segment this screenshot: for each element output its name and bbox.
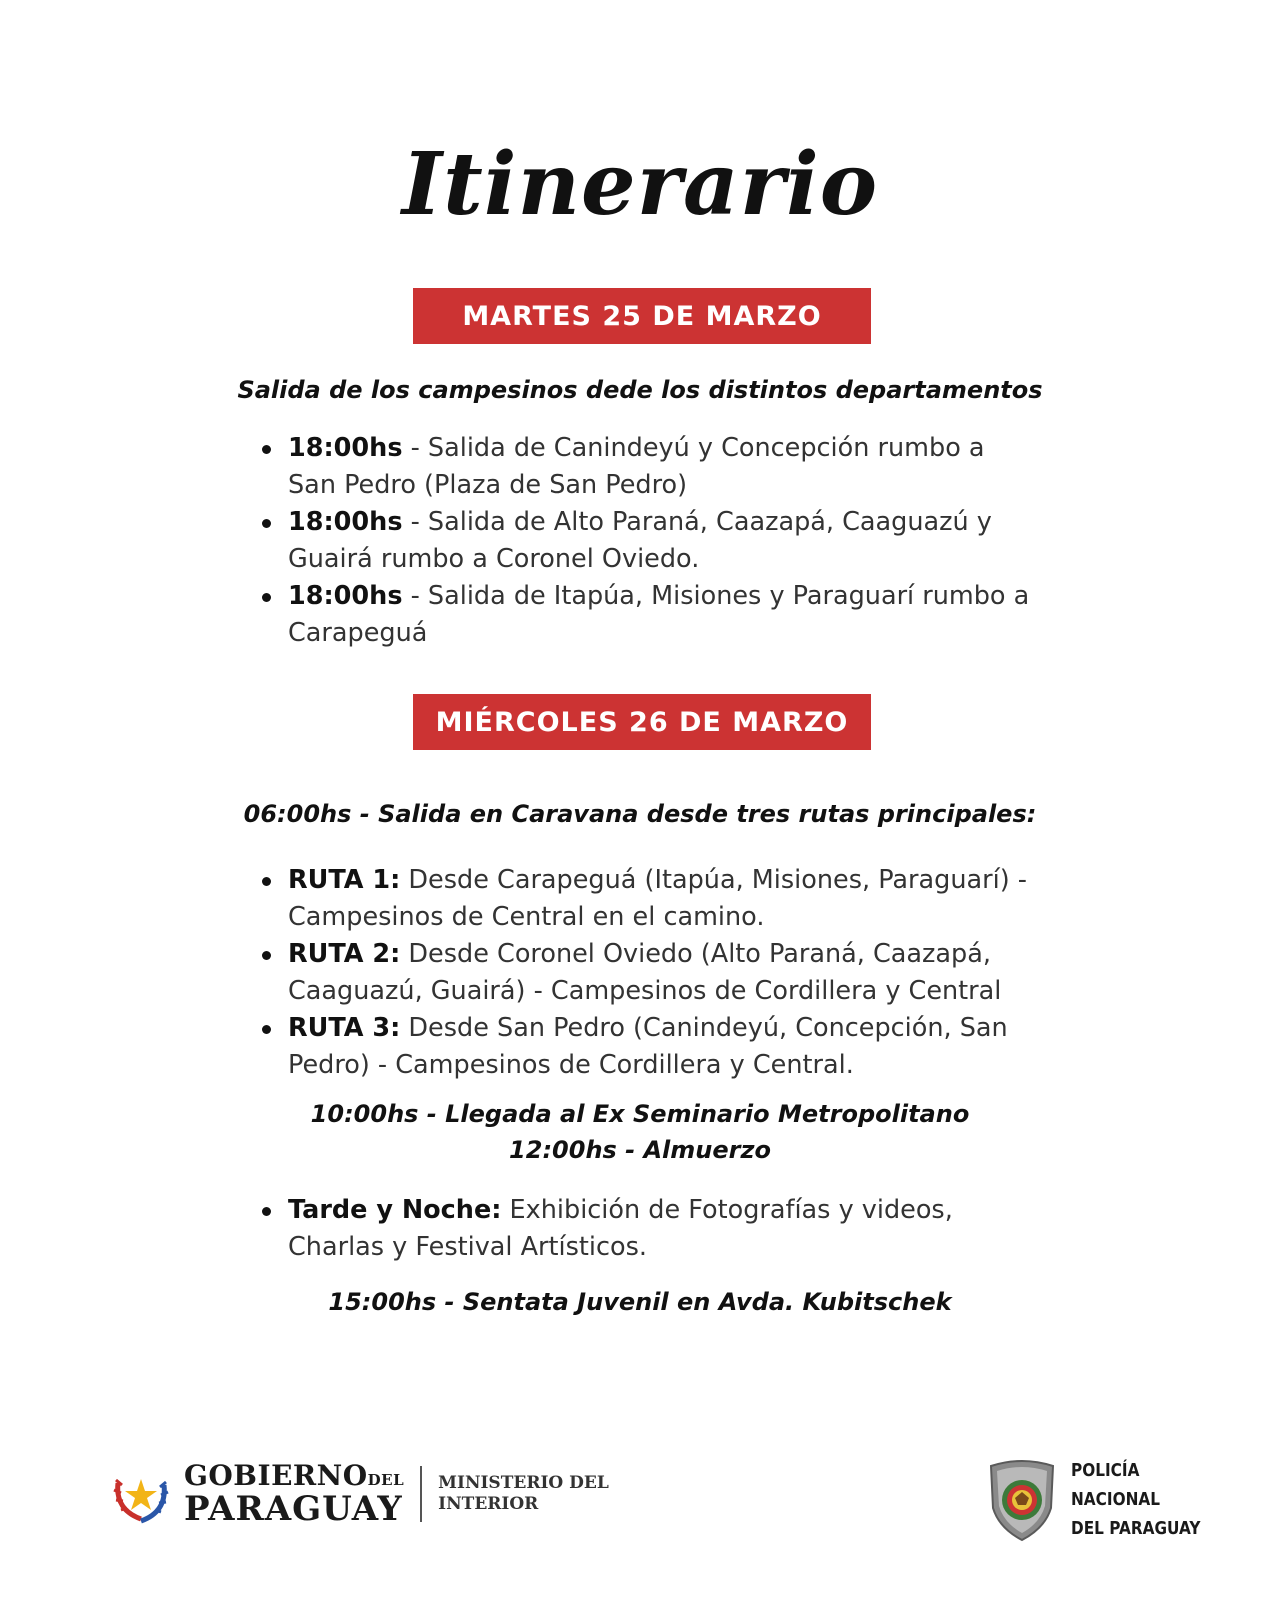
list-item [262,936,1052,1010]
route-text: Desde San Pedro (Canindeyú, Concepción, San Pedro) - Campesinos de Cordillera y Central. [288,1013,1008,1080]
gobierno-wordmark [184,1459,405,1529]
lunch-line: 12:00hs - Almuerzo [509,1136,771,1164]
item-text: - Salida de Canindeyú y Concepción rumbo a San Pedro (Plaza de San Pedro) [288,433,985,500]
item-time: 18:00hs [288,433,403,463]
list-item [262,578,1032,652]
ministerio-label [438,1473,609,1515]
list-item [262,504,1032,578]
sentata-line: 15:00hs - Sentata Juvenil en Avda. Kubitschek [328,1288,952,1316]
police-line2: NACIONAL [1071,1489,1160,1510]
item-time: 18:00hs [288,507,403,537]
policia-logo [985,1456,1223,1543]
list-item [262,862,1052,936]
arrival-line: 10:00hs - Llegada al Ex Seminario Metropolitano [310,1100,970,1128]
gov-word: GOBIERNO [184,1459,368,1492]
evening-list [262,1192,1002,1266]
paraguay-star-emblem-icon [110,1463,172,1525]
routes-list [262,862,1052,1084]
route-label: RUTA 2: [288,939,401,969]
day2-subtitle: 06:00hs - Salida en Caravana desde tres rutas principales: [243,800,1037,828]
police-line1: POLICÍA [1071,1460,1140,1481]
list-item [262,1192,1002,1266]
day-banner-martes: MARTES 25 DE MARZO [413,288,871,344]
gobierno-logo [110,1459,609,1529]
gov-del: DEL [367,1471,405,1489]
route-text: Desde Coronel Oviedo (Alto Paraná, Caazapá, Caaguazú, Guairá) - Campesinos de Cordillera y Central [288,939,1002,1006]
police-line3: DEL PARAGUAY [1071,1518,1201,1539]
page-title: Itinerario [401,134,879,235]
route-text: Desde Carapeguá (Itapúa, Misiones, Paraguarí) - Campesinos de Central en el camino. [288,865,1027,932]
route-label: RUTA 3: [288,1013,401,1043]
ministerio-line1: MINISTERIO DEL [438,1473,609,1493]
policia-wordmark [1071,1456,1200,1543]
evening-label: Tarde y Noche: [288,1195,502,1225]
list-item [262,430,1032,504]
list-item [262,1010,1052,1084]
day-banner-miercoles: MIÉRCOLES 26 DE MARZO [413,694,871,750]
day1-subtitle: Salida de los campesinos dede los distintos departamentos [237,376,1043,404]
gov-paraguay: PARAGUAY [184,1489,403,1529]
evening-text: Exhibición de Fotografías y videos, Charlas y Festival Artísticos. [288,1195,953,1262]
ministerio-line2: INTERIOR [438,1494,539,1514]
day1-list [262,430,1032,652]
item-text: - Salida de Alto Paraná, Caazapá, Caaguazú y Guairá rumbo a Coronel Oviedo. [288,507,992,574]
item-time: 18:00hs [288,581,403,611]
item-text: - Salida de Itapúa, Misiones y Paraguarí rumbo a Carapeguá [288,581,1030,648]
police-shield-icon [985,1458,1059,1542]
route-label: RUTA 1: [288,865,401,895]
divider [420,1466,422,1522]
